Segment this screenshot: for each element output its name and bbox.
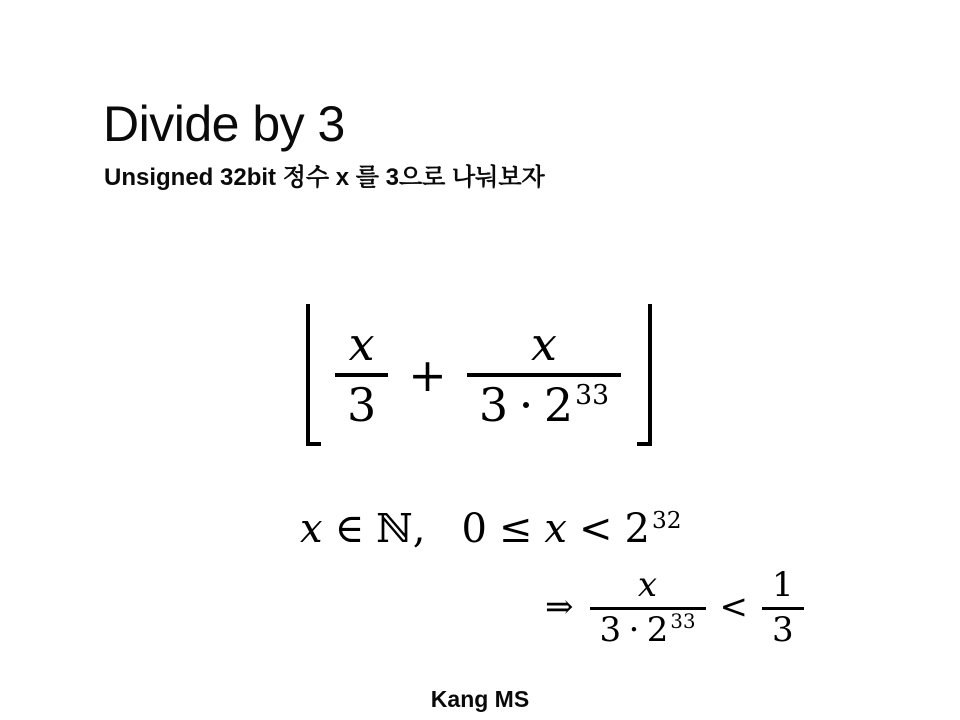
formula-domain-constraint (300, 507, 681, 551)
fraction-x-over-3 (335, 316, 388, 433)
slide-subtitle: Unsigned 32bit 정수 x 를 3으로 나눠보자 (104, 164, 545, 191)
fraction-x-over-3-times-2pow33 (467, 316, 621, 433)
math-coefficient-3: 3 (478, 378, 509, 432)
math-denominator-3: 3 (347, 378, 377, 432)
math-denominator-3: 3 (772, 609, 794, 650)
formula-implication (545, 562, 804, 654)
math-numerator-x: x (530, 317, 557, 372)
fraction-x-over-3-times-2pow33 (590, 565, 706, 651)
math-base-2: 2 (624, 506, 650, 552)
math-exponent-32: 32 (651, 506, 682, 534)
math-numerator-1: 1 (772, 565, 794, 606)
slide-footer-author: Kang MS (430, 686, 530, 712)
math-denominator-3-times-2pow33 (467, 377, 621, 434)
math-numerator-x: x (348, 317, 375, 372)
slide-title: Divide by 3 (103, 96, 345, 152)
math-less-than-symbol: < (578, 506, 613, 552)
floor-bracket-right (637, 304, 652, 446)
math-less-than-symbol: < (719, 587, 748, 628)
math-element-of-symbol: ∈ (334, 506, 365, 552)
math-operator-plus: + (408, 347, 447, 402)
math-denominator-3-times-2pow33 (590, 610, 706, 651)
math-zero: 0 (461, 506, 487, 552)
fraction-1-over-3 (762, 565, 804, 651)
math-exponent-33: 33 (670, 610, 696, 634)
math-cdot-operator: ⋅ (628, 609, 640, 650)
math-var-x: x (300, 506, 323, 552)
math-base-2: 2 (646, 609, 669, 650)
math-base-2: 2 (543, 378, 574, 432)
math-naturals-symbol: ℕ (376, 506, 413, 552)
math-leq-symbol: ≤ (498, 506, 533, 552)
floor-bracket-left (306, 304, 321, 446)
math-var-x: x (544, 506, 567, 552)
math-implies-arrow: ⇒ (545, 587, 574, 628)
math-exponent-33: 33 (575, 380, 610, 412)
math-coefficient-3: 3 (599, 609, 622, 650)
math-comma: , (412, 506, 426, 552)
math-numerator-x: x (637, 565, 658, 606)
formula-floor-expression (306, 304, 652, 446)
math-cdot-operator: ⋅ (518, 378, 534, 432)
